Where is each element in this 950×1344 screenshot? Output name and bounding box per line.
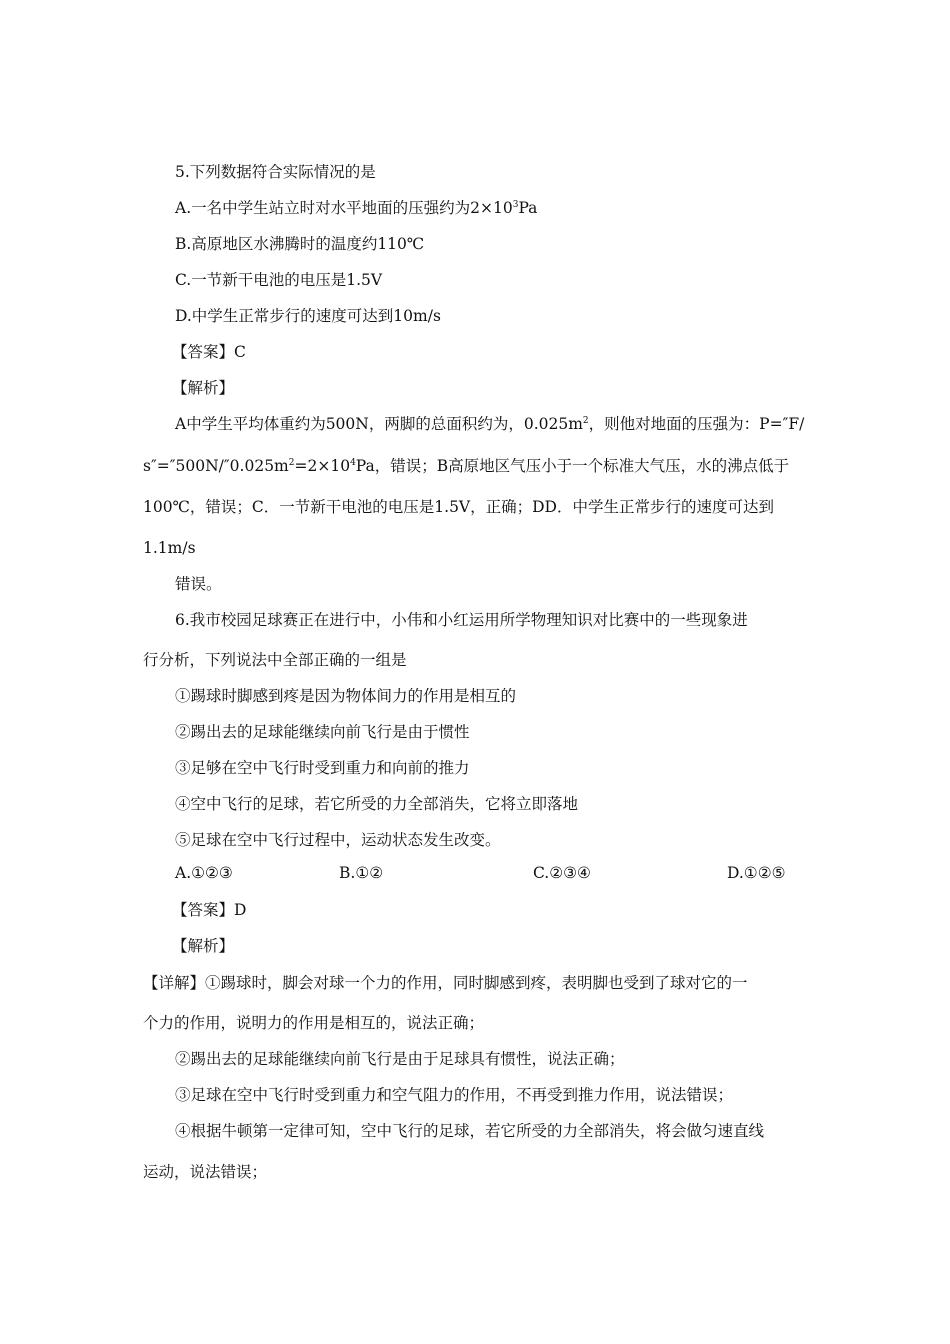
q5-analysis-line-2: $s''=''500N/''0.025m^2=2\times 10^4Pa$，错误；B高原地区气压小于一个标准大气压，水的沸点低于	[143, 457, 790, 475]
q6-statement-2: ②踢出去的足球能继续向前飞行是由于惯性	[175, 723, 470, 741]
q6-stem-line-1: 6.我市校园足球赛正在进行中，小伟和小红运用所学物理知识对比赛中的一些现象进	[175, 611, 748, 629]
q5-analysis-line-4: 1.1m/s	[143, 539, 196, 557]
q5-option-a: A.一名中学生站立时对水平地面的压强约为$2\times 10^3Pa$	[175, 199, 538, 217]
q6-option-a: A.①②③	[175, 864, 233, 882]
q5-option-c: C.一节新干电池的电压是1.5V	[175, 271, 383, 289]
q6-detail-line-1: 【详解】①踢球时，脚会对球一个力的作用，同时脚感到疼，表明脚也受到了球对它的一	[143, 974, 748, 992]
q5-answer: 【答案】C	[172, 343, 246, 361]
q5-analysis-line-3: 100℃，错误；C．一节新干电池的电压是1.5V，正确；DD．中学生正常步行的速度可达到	[143, 498, 774, 516]
q6-option-d: D.①②⑤	[727, 864, 786, 882]
q6-stem-line-2: 行分析，下列说法中全部正确的一组是	[143, 651, 407, 669]
q6-detail-line-2: 个力的作用，说明力的作用是相互的，说法正确；	[143, 1014, 485, 1032]
q6-detail-line-4: ③足球在空中飞行时受到重力和空气阻力的作用，不再受到推力作用，说法错误；	[175, 1086, 734, 1104]
q6-statement-1: ①踢球时脚感到疼是因为物体间力的作用是相互的	[175, 687, 517, 705]
q5-analysis-label: 【解析】	[172, 379, 235, 397]
q6-statement-5: ⑤足球在空中飞行过程中，运动状态发生改变。	[175, 831, 501, 849]
q5-stem: 5.下列数据符合实际情况的是	[175, 163, 376, 181]
q6-statement-3: ③足够在空中飞行时受到重力和向前的推力	[175, 759, 470, 777]
q5-option-d: D.中学生正常步行的速度可达到10m/s	[175, 307, 441, 325]
q6-option-b: B.①②	[339, 864, 384, 882]
q6-detail-line-6: 运动，说法错误；	[143, 1163, 268, 1181]
q6-options	[0, 862, 950, 884]
q5-option-b: B.高原地区水沸腾时的温度约110℃	[175, 235, 425, 253]
q5-analysis-line-5: 错误。	[175, 575, 222, 593]
q6-detail-line-3: ②踢出去的足球能继续向前飞行是由于足球具有惯性，说法正确；	[175, 1050, 625, 1068]
q6-detail-line-5: ④根据牛顿第一定律可知，空中飞行的足球，若它所受的力全部消失，将会做匀速直线	[175, 1122, 765, 1140]
q6-statement-4: ④空中飞行的足球，若它所受的力全部消失，它将立即落地	[175, 795, 579, 813]
q5-analysis-line-1: A中学生平均体重约为500N，两脚的总面积约为，$0.025m^2$，则他对地面的压强为：P=″F/	[175, 415, 805, 433]
q6-analysis-label: 【解析】	[172, 937, 235, 955]
q6-option-c: C.②③④	[533, 864, 591, 882]
q6-answer: 【答案】D	[172, 901, 247, 919]
